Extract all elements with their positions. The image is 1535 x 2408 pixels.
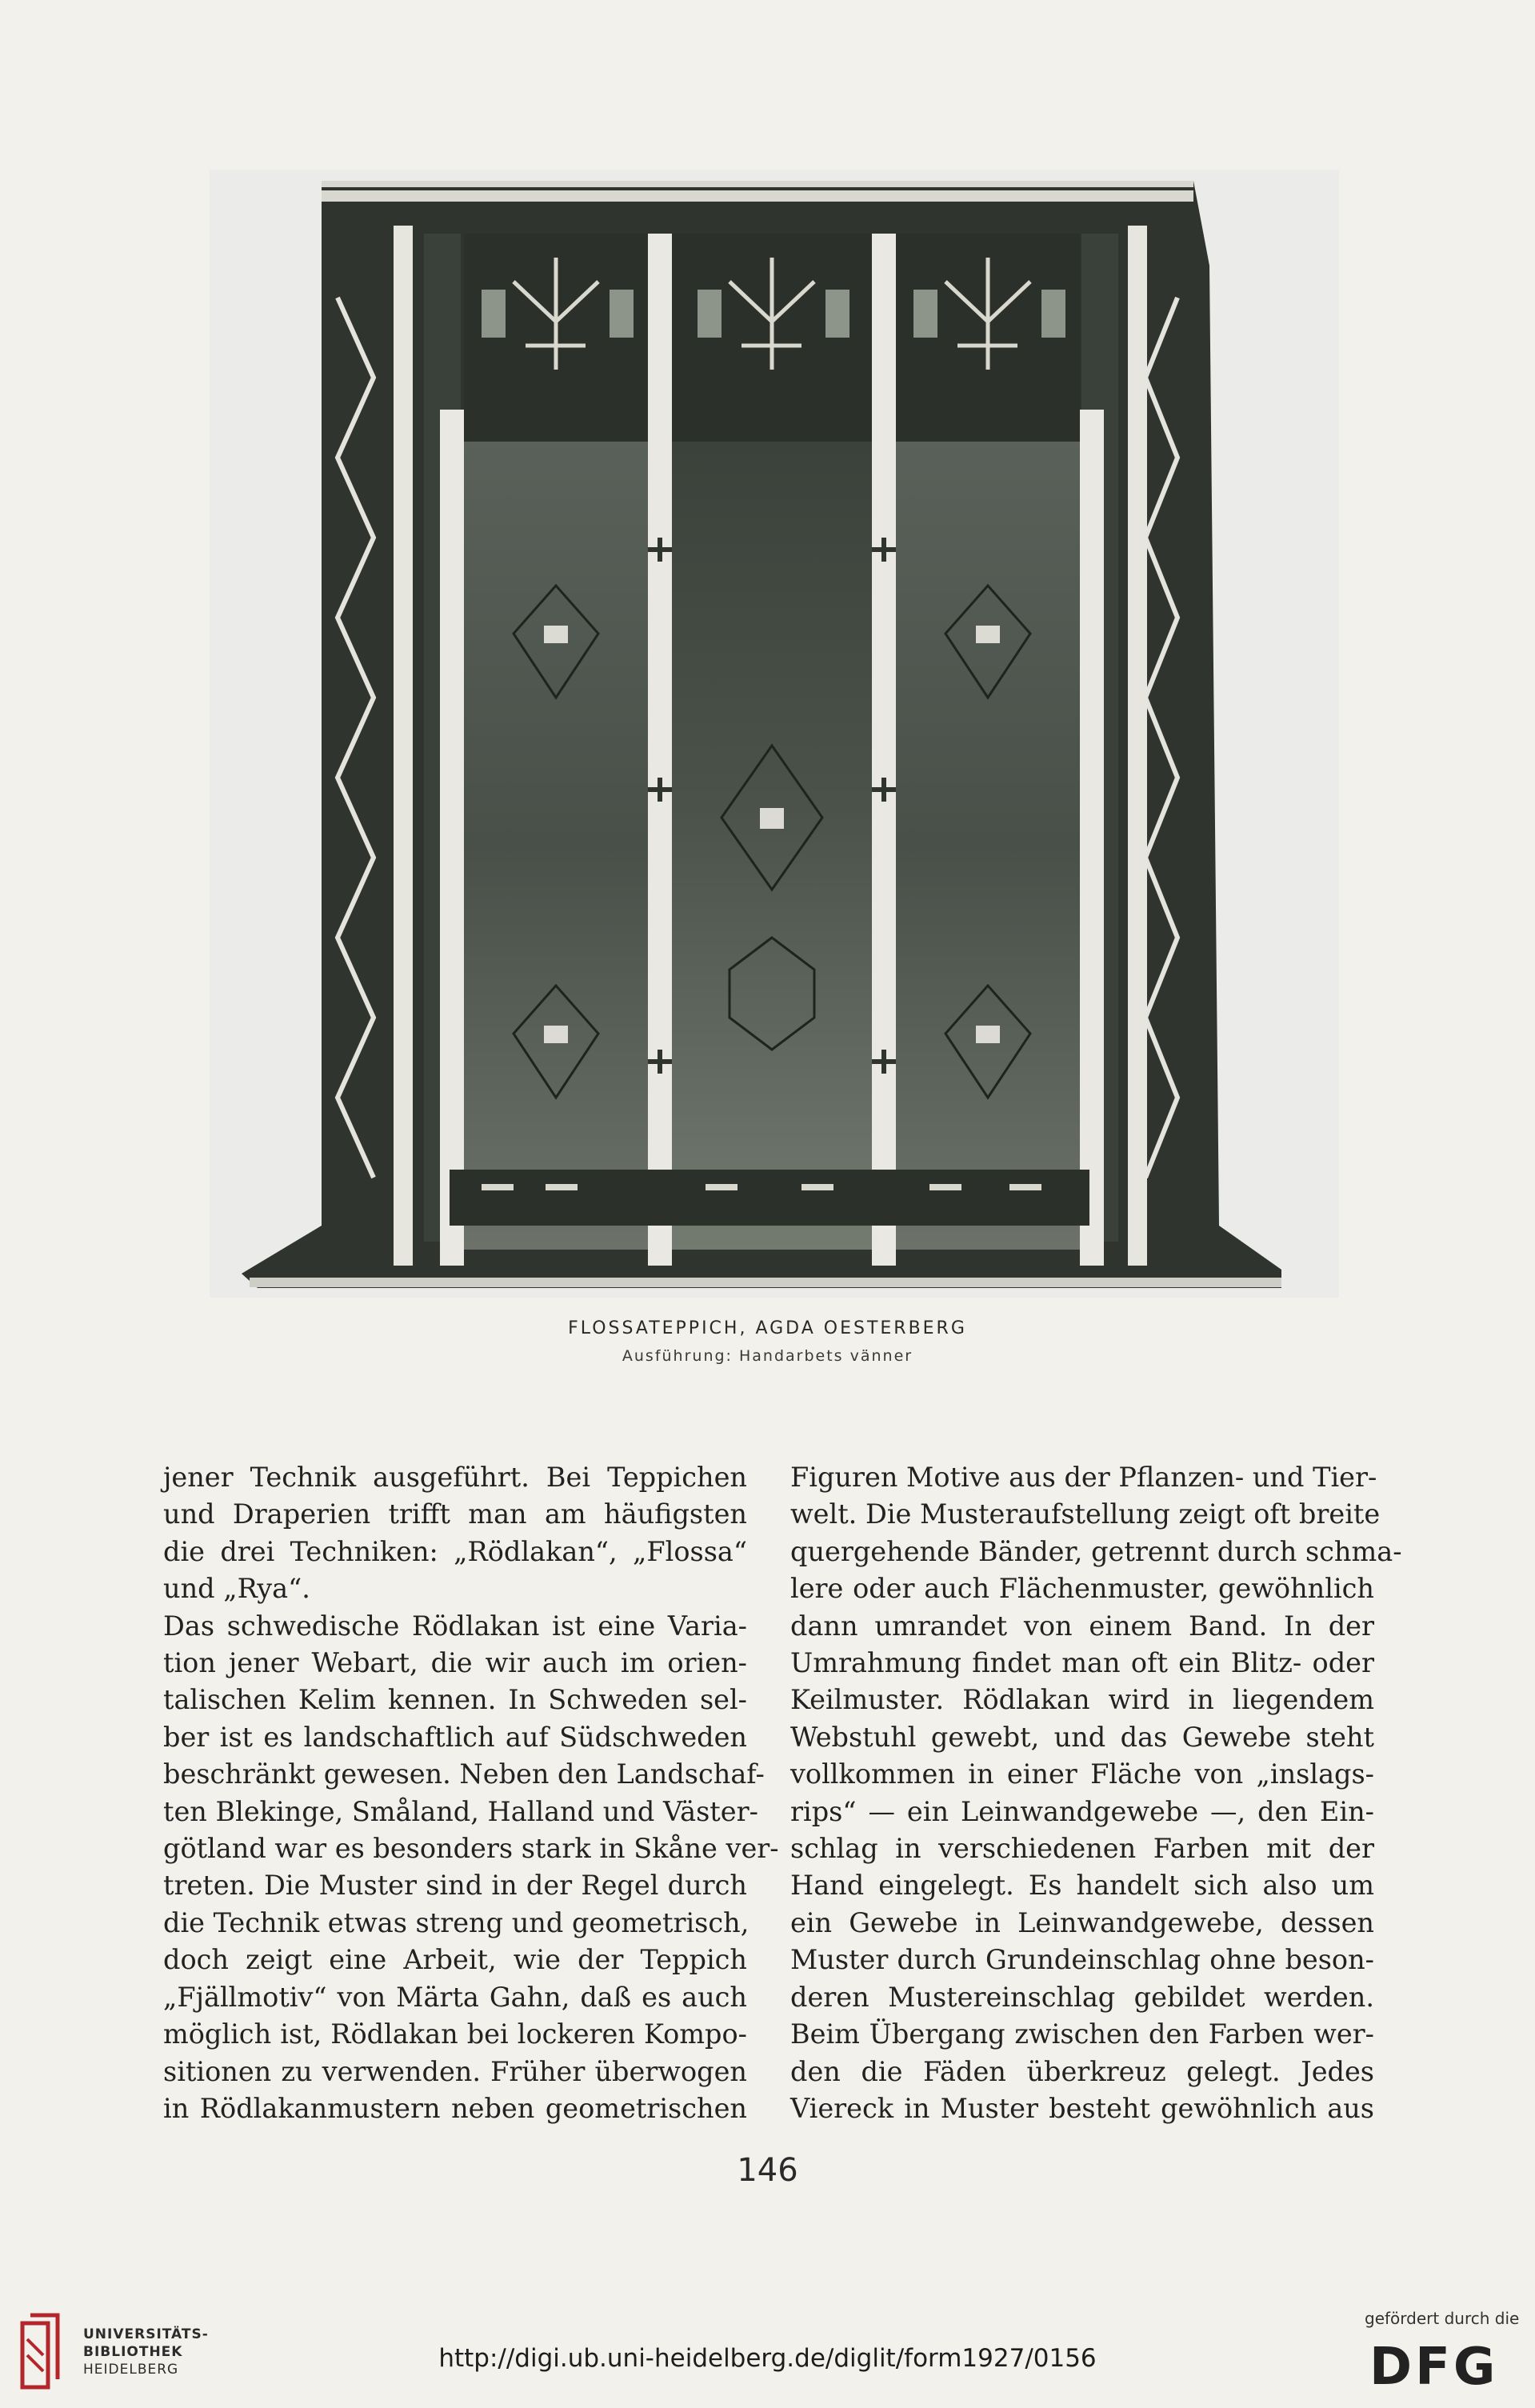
text-line: tion jener Webart, die wir auch im orien-: [163, 1647, 747, 1679]
text-line: sitionen zu verwenden. Früher überwogen: [163, 2055, 747, 2087]
text-column-right: [790, 1459, 1402, 2127]
text-line: welt. Die Musteraufstellung zeigt oft breite: [790, 1498, 1381, 1530]
text-line: Figuren Motive aus der Pflanzen- und Tier-: [790, 1462, 1377, 1493]
library-name-line3: HEIDELBERG: [83, 2362, 179, 2378]
funded-by-label: gefördert durch die: [1365, 2309, 1520, 2328]
text-line: quergehende Bänder, getrennt durch schma-: [790, 1535, 1402, 1567]
text-line: möglich ist, Rödlakan bei lockeren Kompo-: [163, 2018, 747, 2050]
text-line: talischen Kelim kennen. In Schweden sel-: [163, 1684, 747, 1716]
text-line: rips“ — ein Leinwandgewebe —, den Ein-: [790, 1795, 1374, 1827]
text-line: ein Gewebe in Leinwandgewebe, dessen: [790, 1906, 1374, 1938]
text-line: Viereck in Muster besteht gewöhnlich aus: [790, 2092, 1374, 2124]
figure-caption-title: FLOSSATEPPICH, AGDA OESTERBERG: [568, 1318, 967, 1338]
source-url-link[interactable]: http://digi.ub.uni-heidelberg.de/diglit/form1927/0156: [438, 2344, 1097, 2373]
text-line: treten. Die Muster sind in der Regel durch: [163, 1870, 747, 1902]
text-line: dann umrandet von einem Band. In der: [790, 1610, 1374, 1642]
text-line: Keilmuster. Rödlakan wird in liegendem: [790, 1684, 1374, 1716]
text-line: götland war es besonders stark in Skåne ver-: [163, 1833, 779, 1865]
text-line: deren Mustereinschlag gebildet werden.: [790, 1981, 1374, 2013]
text-line: Webstuhl gewebt, und das Gewebe steht: [790, 1721, 1374, 1753]
figure-caption-subtitle: Ausführung: Handarbets vänner: [622, 1347, 913, 1365]
text-line: jener Technik ausgeführt. Bei Teppichen: [163, 1462, 747, 1493]
text-line: beschränkt gewesen. Neben den Landschaf-: [163, 1758, 765, 1790]
text-column-left: [163, 1459, 779, 2127]
text-line: doch zeigt eine Arbeit, wie der Teppich: [163, 1944, 747, 1976]
text-line: und „Rya“.: [163, 1573, 310, 1605]
text-line: ten Blekinge, Småland, Halland und Väster-: [163, 1795, 758, 1827]
text-line: den die Fäden überkreuz gelegt. Jedes: [790, 2055, 1374, 2087]
dfg-logo: DFG: [1369, 2338, 1499, 2397]
rug-photograph: [210, 170, 1339, 1298]
text-line: „Fjällmotiv“ von Märta Gahn, daß es auch: [163, 1981, 747, 2013]
text-line: Muster durch Grundeinschlag ohne beson-: [790, 1944, 1374, 1976]
library-name-line1: UNIVERSITÄTS-: [83, 2326, 209, 2342]
text-line: in Rödlakanmustern neben geometrischen: [163, 2092, 747, 2124]
text-line: und Draperien trifft man am häufigsten: [163, 1498, 747, 1530]
text-line: Das schwedische Rödlakan ist eine Varia-: [163, 1610, 747, 1642]
text-line: die Technik etwas streng und geometrisch,: [163, 1906, 750, 1938]
text-line: ber ist es landschaftlich auf Südschweden: [163, 1721, 747, 1753]
text-line: Beim Übergang zwischen den Farben wer-: [790, 2018, 1374, 2050]
text-line: vollkommen in einer Fläche von „inslags-: [790, 1758, 1374, 1790]
text-line: die drei Techniken: „Rödlakan“, „Flossa“: [163, 1535, 747, 1567]
library-name-line2: BIBLIOTHEK: [83, 2344, 183, 2360]
page-number: 146: [737, 2152, 798, 2189]
text-line: Hand eingelegt. Es handelt sich also um: [790, 1870, 1374, 1902]
text-line: schlag in verschiedenen Farben mit der: [790, 1833, 1374, 1865]
text-line: Umrahmung findet man oft ein Blitz- oder: [790, 1647, 1374, 1679]
text-line: lere oder auch Flächenmuster, gewöhnlich: [790, 1573, 1374, 1605]
